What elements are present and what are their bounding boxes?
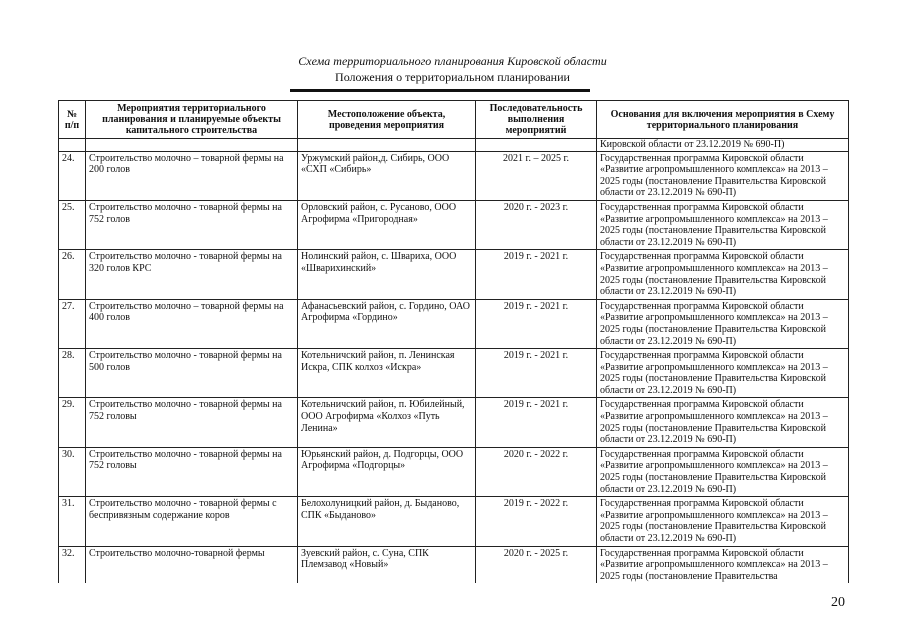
row-basis: Государственная программа Кировской области «Развитие агропромышленного комплекса» на 2013 – 2025 годы (постановление Правительства Кировской области от 23.12.2019 № 690-П) — [597, 299, 849, 348]
continuation-text: Кировской области от 23.12.2019 № 690-П) — [597, 139, 849, 152]
table-row — [59, 250, 849, 299]
row-activity: Строительство молочно - товарной фермы с беспривязным содержание коров — [86, 497, 298, 546]
row-num: 29. — [59, 398, 86, 447]
row-location: Юрьянский район, д. Подгорцы, ООО Агрофирма «Подгорцы» — [298, 447, 476, 496]
header-period: Последовательность выполнения мероприятий — [476, 101, 597, 139]
header-activity: Мероприятия территориального планирования и планируемые объекты капитального строительства — [86, 101, 298, 139]
measures-table — [58, 100, 849, 583]
row-location: Белохолуницкий район, д. Быданово, СПК «Быданово» — [298, 497, 476, 546]
table-row — [59, 200, 849, 249]
row-num: 27. — [59, 299, 86, 348]
row-activity: Строительство молочно – товарной фермы на 200 голов — [86, 151, 298, 200]
row-basis: Государственная программа Кировской области «Развитие агропромышленного комплекса» на 2013 – 2025 годы (постановление Правительства Кировской области от 23.12.2019 № 690-П) — [597, 349, 849, 398]
row-period: 2019 г. - 2021 г. — [476, 250, 597, 299]
row-basis: Государственная программа Кировской области «Развитие агропромышленного комплекса» на 2013 – 2025 годы (постановление Правительства Кировской области от 23.12.2019 № 690-П) — [597, 200, 849, 249]
row-activity: Строительство молочно - товарной фермы на 500 голов — [86, 349, 298, 398]
row-location: Орловский район, с. Русаново, ООО Агрофирма «Пригородная» — [298, 200, 476, 249]
row-activity: Строительство молочно - товарной фермы на 752 головы — [86, 447, 298, 496]
row-location: Котельничский район, п. Ленинская Искра, СПК колхоз «Искра» — [298, 349, 476, 398]
title-underline — [290, 89, 590, 92]
row-num: 25. — [59, 200, 86, 249]
row-period: 2020 г. - 2022 г. — [476, 447, 597, 496]
continuation-row — [59, 139, 849, 152]
row-period: 2019 г. - 2021 г. — [476, 349, 597, 398]
row-basis: Государственная программа Кировской области «Развитие агропромышленного комплекса» на 2013 – 2025 годы (постановление Правительства Кировской области от 23.12.2019 № 690-П) — [597, 151, 849, 200]
row-basis: Государственная программа Кировской области «Развитие агропромышленного комплекса» на 2013 – 2025 годы (постановление Правительства — [597, 546, 849, 583]
table-row — [59, 151, 849, 200]
row-basis: Государственная программа Кировской области «Развитие агропромышленного комплекса» на 2013 – 2025 годы (постановление Правительства Кировской области от 23.12.2019 № 690-П) — [597, 250, 849, 299]
page-number: 20 — [831, 595, 845, 610]
row-period: 2021 г. – 2025 г. — [476, 151, 597, 200]
header-location: Местоположение объекта, проведения мероприятия — [298, 101, 476, 139]
table-row — [59, 497, 849, 546]
table-header-row — [59, 101, 849, 139]
row-basis: Государственная программа Кировской области «Развитие агропромышленного комплекса» на 2013 – 2025 годы (постановление Правительства Кировской области от 23.12.2019 № 690-П) — [597, 398, 849, 447]
row-activity: Строительство молочно – товарной фермы на 400 голов — [86, 299, 298, 348]
table-row — [59, 398, 849, 447]
row-activity: Строительство молочно - товарной фермы на 752 голов — [86, 200, 298, 249]
row-location: Афанасьевский район, с. Гордино, ОАО Агрофирма «Гордино» — [298, 299, 476, 348]
row-period: 2019 г. - 2021 г. — [476, 299, 597, 348]
row-period: 2019 г. - 2022 г. — [476, 497, 597, 546]
row-period: 2020 г. - 2023 г. — [476, 200, 597, 249]
row-activity: Строительство молочно-товарной фермы — [86, 546, 298, 583]
row-num: 28. — [59, 349, 86, 398]
row-location: Котельничский район, п. Юбилейный, ООО Агрофирма «Колхоз «Путь Ленина» — [298, 398, 476, 447]
row-num: 24. — [59, 151, 86, 200]
document-subtitle: Положения о территориальном планировании — [335, 70, 570, 84]
row-num: 32. — [59, 546, 86, 583]
table-row — [59, 546, 849, 583]
header-basis: Основания для включения мероприятия в Схему территориального планирования — [597, 101, 849, 139]
row-activity: Строительство молочно - товарной фермы на 320 голов КРС — [86, 250, 298, 299]
row-basis: Государственная программа Кировской области «Развитие агропромышленного комплекса» на 2013 – 2025 годы (постановление Правительства Кировской области от 23.12.2019 № 690-П) — [597, 497, 849, 546]
row-period: 2019 г. - 2021 г. — [476, 398, 597, 447]
row-period: 2020 г. - 2025 г. — [476, 546, 597, 583]
row-activity: Строительство молочно - товарной фермы на 752 головы — [86, 398, 298, 447]
table-row — [59, 349, 849, 398]
row-location: Уржумский район,д. Сибирь, ООО «СХП «Сибирь» — [298, 151, 476, 200]
document-title: Схема территориального планирования Кировской области — [298, 54, 607, 68]
row-num: 26. — [59, 250, 86, 299]
row-location: Зуевский район, с. Суна, СПК Племзавод «Новый» — [298, 546, 476, 583]
row-num: 30. — [59, 447, 86, 496]
row-num: 31. — [59, 497, 86, 546]
row-location: Нолинский район, с. Швариха, ООО «Шварихинский» — [298, 250, 476, 299]
table-row — [59, 447, 849, 496]
row-basis: Государственная программа Кировской области «Развитие агропромышленного комплекса» на 2013 – 2025 годы (постановление Правительства Кировской области от 23.12.2019 № 690-П) — [597, 447, 849, 496]
table-row — [59, 299, 849, 348]
header-num: № п/п — [59, 101, 86, 139]
